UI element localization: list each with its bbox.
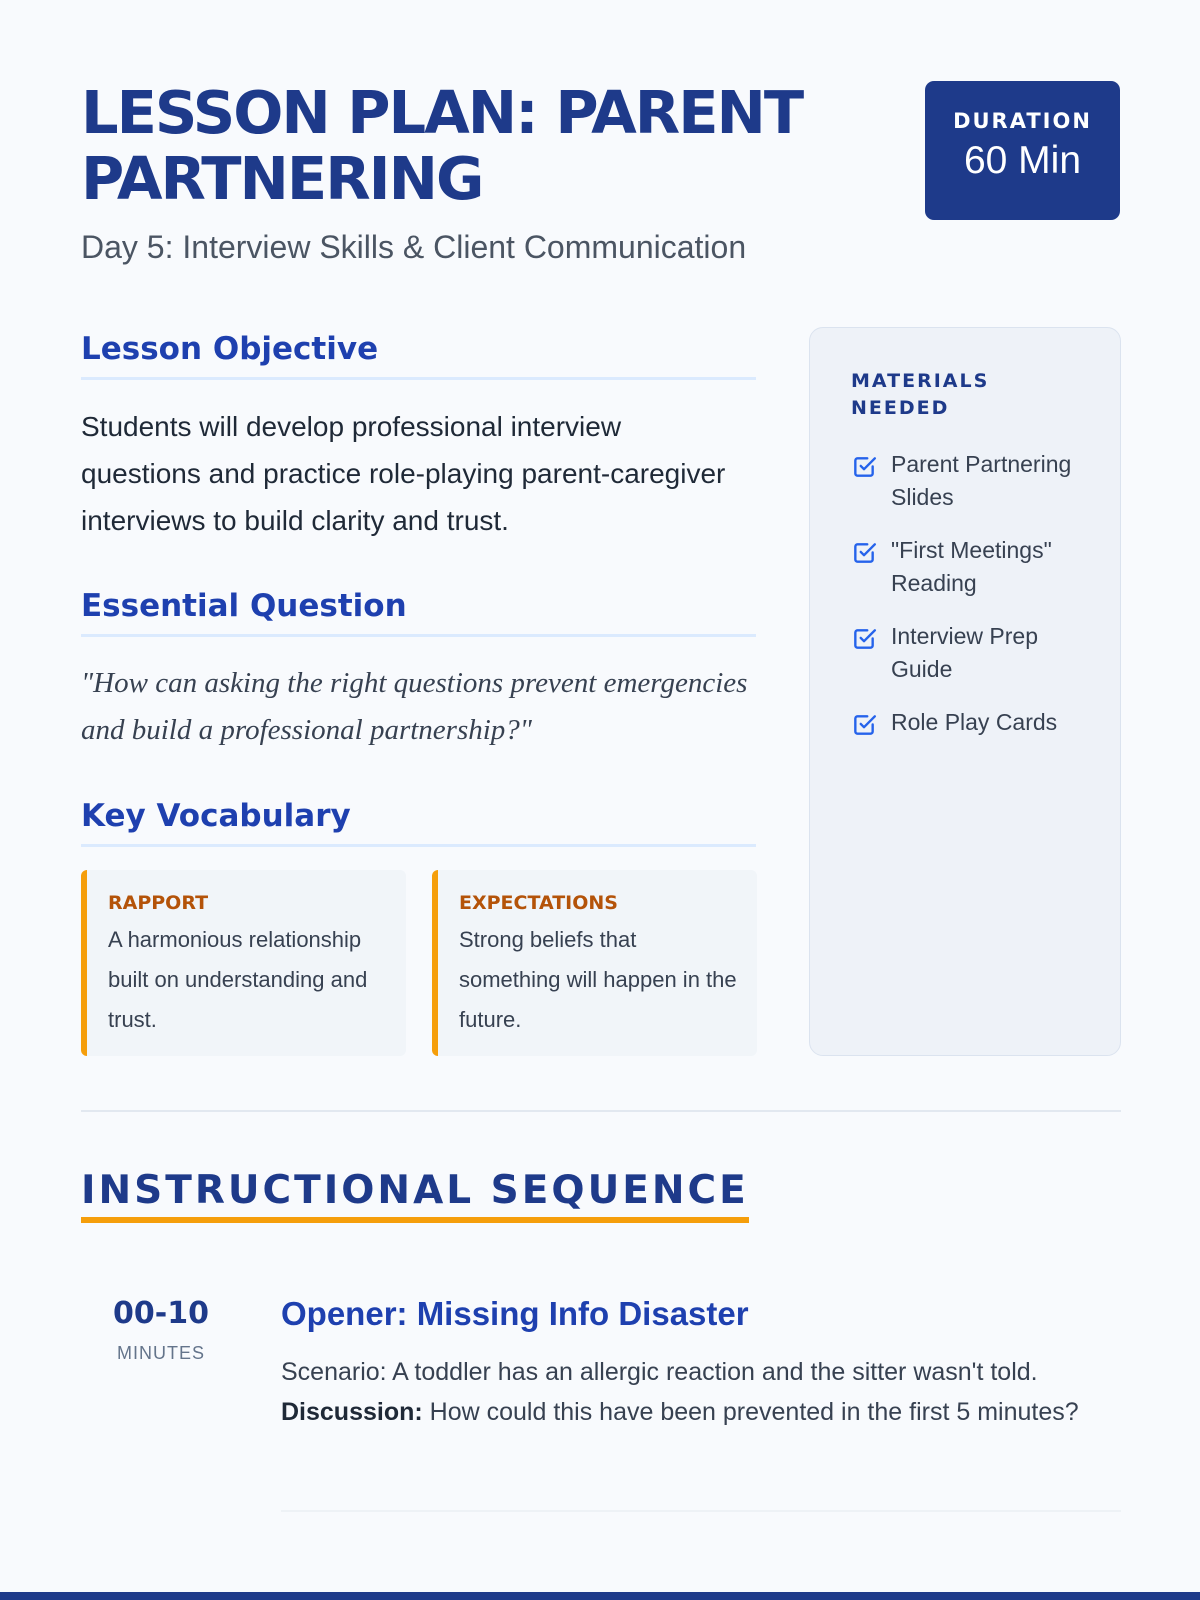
checkbox-checked-icon	[851, 712, 877, 738]
duration-badge	[925, 81, 1120, 220]
vocab-definition: Strong beliefs that something will happen in the future.	[459, 927, 737, 1032]
material-item	[851, 534, 1100, 600]
step-scenario: Scenario: A toddler has an allergic reaction and the sitter wasn't told.	[281, 1358, 1038, 1386]
step-divider	[281, 1510, 1121, 1512]
material-label: "First Meetings" Reading	[891, 537, 1052, 596]
step-time	[81, 1296, 241, 1364]
duration-value: 60 Min	[963, 139, 1082, 182]
duration-label: DURATION	[953, 109, 1092, 133]
vocab-term: RAPPORT	[108, 892, 209, 914]
essential-question-heading: Essential Question	[81, 588, 756, 637]
footer-bar	[0, 1592, 1200, 1600]
checkbox-checked-icon	[851, 454, 877, 480]
objective-heading: Lesson Objective	[81, 331, 756, 380]
step-discussion-label: Discussion:	[281, 1398, 423, 1426]
material-item	[851, 620, 1100, 686]
material-label: Parent Partnering Slides	[891, 451, 1072, 510]
material-label: Role Play Cards	[891, 709, 1058, 735]
objective-text: Students will develop professional interview questions and practice role-playing parent-caregiver interviews to build clarity and trust.	[81, 411, 726, 536]
step-discussion-text: How could this have been prevented in the first 5 minutes?	[422, 1398, 1079, 1426]
vocab-card-rapport	[81, 870, 406, 1056]
lesson-plan-page	[81, 0, 1121, 1600]
materials-heading: MATERIALS NEEDED	[851, 370, 990, 419]
vocab-term: EXPECTATIONS	[459, 892, 618, 914]
step-time-range: 00-10	[113, 1296, 209, 1331]
materials-panel	[809, 327, 1121, 1056]
material-item	[851, 706, 1100, 739]
step-title: Opener: Missing Info Disaster	[281, 1295, 749, 1332]
sequence-heading: INSTRUCTIONAL SEQUENCE	[81, 1168, 749, 1223]
section-divider	[81, 1110, 1121, 1112]
vocabulary-heading: Key Vocabulary	[81, 798, 756, 847]
material-label: Interview Prep Guide	[891, 623, 1039, 682]
material-item	[851, 448, 1100, 514]
checkbox-checked-icon	[851, 626, 877, 652]
checkbox-checked-icon	[851, 540, 877, 566]
essential-question-text: "How can asking the right questions prevent emergencies and build a professional partnership?"	[81, 667, 748, 746]
step-body	[281, 1352, 1121, 1432]
page-title: LESSON PLAN: PARENT PARTNERING	[81, 78, 803, 213]
page-subtitle: Day 5: Interview Skills & Client Communication	[81, 229, 747, 265]
step-discussion	[281, 1392, 1121, 1432]
vocab-definition: A harmonious relationship built on understanding and trust.	[108, 927, 368, 1032]
vocab-card-expectations	[432, 870, 757, 1056]
step-time-unit: MINUTES	[117, 1343, 205, 1363]
